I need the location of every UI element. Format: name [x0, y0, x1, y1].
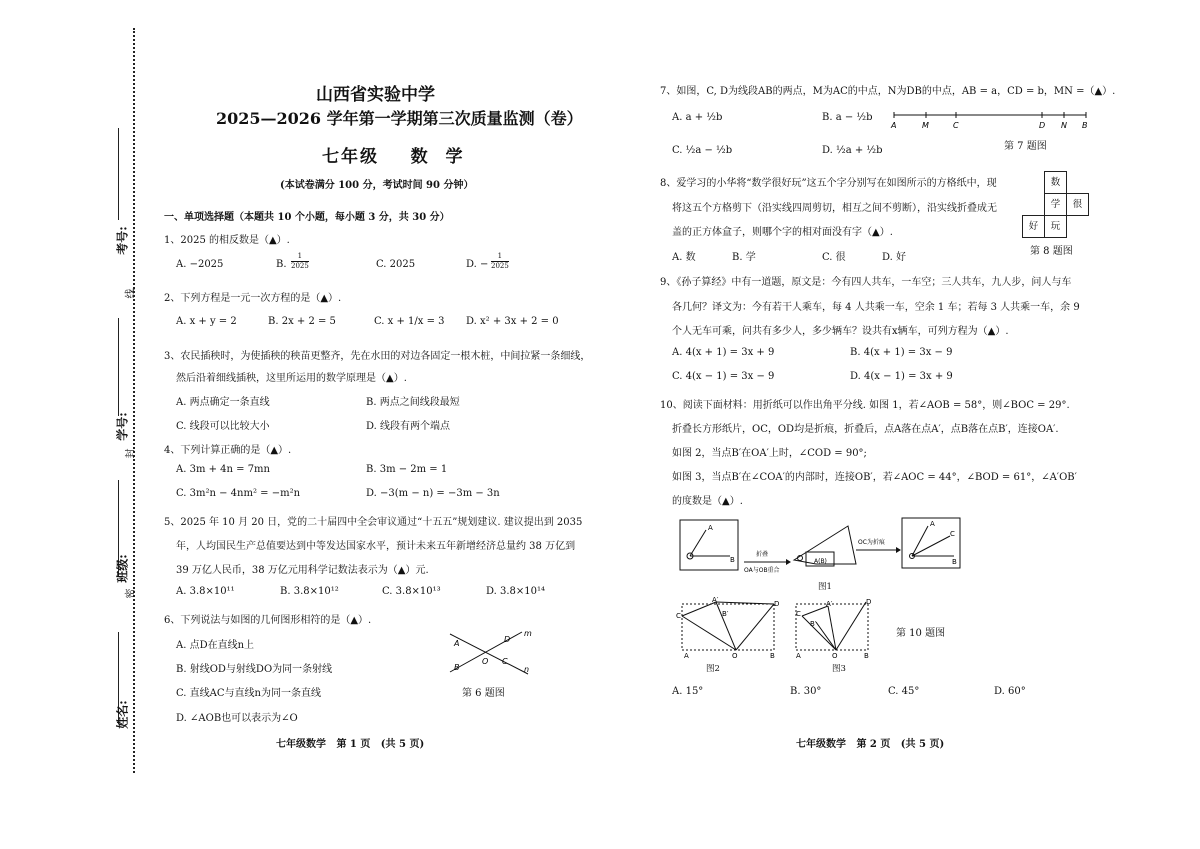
svg-text:C: C	[676, 612, 681, 620]
svg-text:B: B	[770, 652, 775, 660]
q10-figure-caption: 第 10 题图	[896, 628, 946, 639]
q7-stem: 7、如图，C, D为线段AB的两点，M为AC的中点，N为DB的中点，AB = a，CD = b，MN =（▲）.	[660, 86, 1116, 97]
svg-text:A: A	[930, 520, 935, 528]
q6-label-n: n	[524, 665, 530, 674]
seal-mark-line: 线	[125, 288, 137, 299]
q6-label-o: O	[482, 657, 489, 666]
q6-label-a: A	[454, 639, 460, 648]
q1-stem: 1、2025 的相反数是（▲）.	[164, 235, 290, 246]
q5-option-b: B. 3.8×10¹²	[280, 586, 339, 597]
q3-option-d: D. 线段有两个端点	[366, 421, 451, 432]
q1-option-d: D. −	[466, 259, 489, 270]
svg-text:C: C	[796, 610, 801, 618]
q1-b-numerator: 1	[297, 252, 303, 260]
q2-option-a: A. x + y = 2	[176, 316, 237, 327]
q10-option-a: A. 15°	[672, 686, 704, 697]
q9-option-c: C. 4(x − 1) = 3x − 9	[672, 371, 775, 382]
q10-arrow-2-top: OC为折痕	[858, 539, 885, 546]
q7-option-c: C. ½a − ½b	[672, 145, 733, 156]
q7-option-a: A. a + ½b	[672, 112, 723, 123]
q8-cell-hao: 好	[1022, 215, 1045, 238]
q1-option-a: A. −2025	[176, 259, 224, 270]
q3-stem-line2: 然后沿着细线插秧，这里所运用的数学原理是（▲）.	[176, 373, 407, 384]
q9-stem-line2: 各几何？译文为：今有若干人乘车，每 4 人共乘一车，空余 1 车；若每 3 人共乘一车，余 9	[672, 302, 1080, 313]
q9-stem-line1: 9、《孙子算经》中有一道题，原文是：今有四人共车，一车空；三人共车，九人步，问人与车	[660, 277, 1072, 288]
q10-figure-2-caption: 图2	[706, 664, 720, 674]
q8-grid-figure	[1022, 171, 1090, 239]
q8-cell-shu: 数	[1044, 171, 1067, 194]
q1-d-denominator: 2025	[491, 262, 509, 270]
q8-stem-line1: 8、爱学习的小华将“数学很好玩”这五个字分别写在如图所示的方格纸中，现	[660, 178, 997, 189]
footer-page-2: 七年级数学 第 2 页 (共 5 页)	[796, 739, 945, 750]
q6-stem: 6、下列说法与如图的几何图形相符的是（▲）.	[164, 615, 372, 626]
q2-option-c: C. x + 1/x = 3	[374, 316, 445, 327]
q9-option-a: A. 4(x + 1) = 3x + 9	[672, 347, 775, 358]
q10-option-c: C. 45°	[888, 686, 920, 697]
q10-stem-line3: 如图 2，当点B′在OA′上时，∠COD = 90°;	[672, 448, 867, 459]
svg-text:D: D	[774, 600, 780, 608]
exam-number-label: 考号:	[115, 226, 130, 255]
q8-option-d: D. 好	[882, 252, 907, 263]
svg-text:B: B	[952, 558, 957, 566]
section-1-heading: 一、单项选择题（本题共 10 个小题，每小题 3 分，共 30 分）	[164, 212, 450, 223]
q10-figure-2-3	[676, 596, 876, 662]
svg-text:B: B	[730, 556, 735, 564]
class-label: 班级:	[115, 554, 130, 583]
q6-label-b: B	[454, 663, 460, 672]
q8-option-b: B. 学	[732, 252, 756, 263]
q10-option-d: D. 60°	[994, 686, 1026, 697]
q8-cell-hen: 很	[1066, 193, 1089, 216]
q10-stem-line4: 如图 3，当点B′在∠COA′的内部时，连接OB′，若∠AOC = 44°，∠BOD = 61°，∠A′OB′	[672, 472, 1077, 483]
q3-option-b: B. 两点之间线段最短	[366, 397, 460, 408]
q4-option-d: D. −3(m − n) = −3m − 3n	[366, 488, 500, 499]
exam-title: 2025—2026 学年第一学期第三次质量监测（卷）	[216, 109, 583, 128]
svg-text:C: C	[950, 530, 955, 538]
q7-option-b: B. a − ½b	[822, 112, 873, 123]
q4-option-a: A. 3m + 4n = 7mn	[176, 464, 270, 475]
q7-figure-caption: 第 7 题图	[1004, 141, 1047, 152]
q10-figure-1-caption: 图1	[818, 582, 832, 592]
student-number-label: 学号:	[115, 412, 130, 441]
q7-figure	[888, 106, 1092, 132]
svg-text:O: O	[732, 652, 738, 660]
q5-stem-line3: 39 万亿人民币，38 万亿元用科学记数法表示为（▲）元.	[176, 565, 429, 576]
q10-arrow-1-bottom: OA与OB重合	[744, 567, 780, 574]
q7-option-d: D. ½a + ½b	[822, 145, 883, 156]
q8-option-a: A. 数	[672, 252, 696, 263]
q7-label-m: M	[922, 121, 929, 130]
q4-option-c: C. 3m²n − 4nm² = −m²n	[176, 488, 301, 499]
exam-note: (本试卷满分 100 分，考试时间 90 分钟）	[280, 180, 474, 191]
q5-option-a: A. 3.8×10¹¹	[176, 586, 235, 597]
q10-stem-line1: 10、阅读下面材料：用折纸可以作出角平分线. 如图 1，若∠AOB = 58°，则∠BOC = 29°.	[660, 400, 1070, 411]
q10-ray-oa-1	[690, 530, 706, 556]
name-label: 姓名:	[115, 700, 130, 729]
q6-figure-caption: 第 6 题图	[462, 688, 505, 699]
q4-stem: 4、下列计算正确的是（▲）.	[164, 445, 292, 456]
student-number-underline	[118, 318, 119, 416]
q2-stem: 2、下列方程是一元一次方程的是（▲）.	[164, 293, 342, 304]
q7-label-a: A	[891, 121, 897, 130]
q10-option-b: B. 30°	[790, 686, 822, 697]
q7-label-n: N	[1061, 121, 1067, 130]
q7-label-c: C	[953, 121, 959, 130]
svg-text:A: A	[796, 652, 801, 660]
svg-text:A: A	[708, 524, 713, 532]
q6-label-m: m	[524, 629, 532, 638]
q7-label-d: D	[1039, 121, 1046, 130]
seal-mark-seal: 封	[125, 448, 137, 459]
q10-stem-line5: 的度数是（▲）.	[672, 496, 743, 507]
q2-option-b: B. 2x + 2 = 5	[268, 316, 336, 327]
q9-option-d: D. 4(x − 1) = 3x + 9	[850, 371, 953, 382]
seal-mark-secret: 密	[125, 588, 137, 599]
q10-arrow-1-top: 折叠	[756, 551, 769, 558]
grade-subject: 七年级 数 学	[322, 147, 465, 167]
q3-option-a: A. 两点确定一条直线	[176, 397, 270, 408]
svg-text:D: D	[866, 598, 872, 606]
q6-option-c: C. 直线AC与直线n为同一条直线	[176, 688, 321, 699]
q5-option-c: C. 3.8×10¹³	[382, 586, 441, 597]
q8-cell-wan: 玩	[1044, 215, 1067, 238]
q8-stem-line3: 盖的正方体盒子，则哪个字的相对面没有字（▲）.	[672, 227, 893, 238]
q1-option-b: B.	[276, 259, 287, 270]
q4-option-b: B. 3m − 2m = 1	[366, 464, 448, 475]
q9-option-b: B. 4(x + 1) = 3x − 9	[850, 347, 953, 358]
svg-text:O: O	[832, 652, 838, 660]
q1-fraction-b	[291, 252, 309, 271]
exam-number-underline	[118, 128, 119, 220]
q6-option-a: A. 点D在直线n上	[176, 640, 255, 651]
q10-stem-line2: 折叠长方形纸片，OC，OD均是折痕，折叠后，点A落在点A′，点B落在点B′，连接OA′.	[672, 424, 1059, 435]
svg-text:B′: B′	[810, 620, 817, 628]
q8-cell-xue: 学	[1044, 193, 1067, 216]
q1-fraction-d	[491, 252, 509, 271]
q3-option-c: C. 线段可以比较大小	[176, 421, 270, 432]
svg-text:A′: A′	[712, 596, 719, 604]
svg-text:A(B): A(B)	[814, 558, 827, 565]
q6-label-c: C	[502, 657, 508, 666]
q5-stem-line1: 5、2025 年 10 月 20 日，党的二十届四中全会审议通过“十五五”规划建议. 建议提出到 2035	[164, 517, 583, 528]
footer-page-1: 七年级数学 第 1 页 (共 5 页)	[276, 739, 425, 750]
binding-dotted-line	[133, 28, 135, 773]
q1-d-numerator: 1	[497, 252, 503, 260]
q6-figure	[440, 622, 540, 682]
q6-line-1	[450, 634, 528, 674]
q6-line-2	[450, 632, 522, 672]
q5-option-d: D. 3.8×10¹⁴	[486, 586, 546, 597]
svg-text:B: B	[864, 652, 869, 660]
q1-b-denominator: 2025	[291, 262, 309, 270]
q9-stem-line3: 个人无车可乘，问共有多少人，多少辆车？设共有x辆车，可列方程为（▲）.	[672, 326, 1009, 337]
svg-text:B′: B′	[722, 610, 729, 618]
q5-stem-line2: 年，人均国民生产总值要达到中等发达国家水平，预计未来五年新增经济总量约 38 万亿到	[176, 541, 576, 552]
q10-figure-3-caption: 图3	[832, 664, 846, 674]
svg-text:A: A	[684, 652, 689, 660]
school-title: 山西省实验中学	[316, 85, 435, 105]
q8-stem-line2: 将这五个方格剪下（沿实线四周剪切，相互之间不剪断），沿实线折叠成无	[672, 203, 997, 214]
q6-label-d: D	[504, 635, 511, 644]
q8-figure-caption: 第 8 题图	[1030, 246, 1073, 257]
q2-option-d: D. x² + 3x + 2 = 0	[466, 316, 559, 327]
q7-label-b: B	[1082, 121, 1088, 130]
q3-stem-line1: 3、农民插秧时，为使插秧的秧苗更整齐，先在水田的对边各固定一根木桩，中间拉紧一条细线，	[164, 351, 591, 362]
svg-text:A′: A′	[826, 600, 833, 608]
q8-option-c: C. 很	[822, 252, 846, 263]
q6-option-b: B. 射线OD与射线DO为同一条射线	[176, 664, 333, 675]
q6-option-d: D. ∠AOB也可以表示为∠O	[176, 713, 298, 724]
q1-option-c: C. 2025	[376, 259, 416, 270]
